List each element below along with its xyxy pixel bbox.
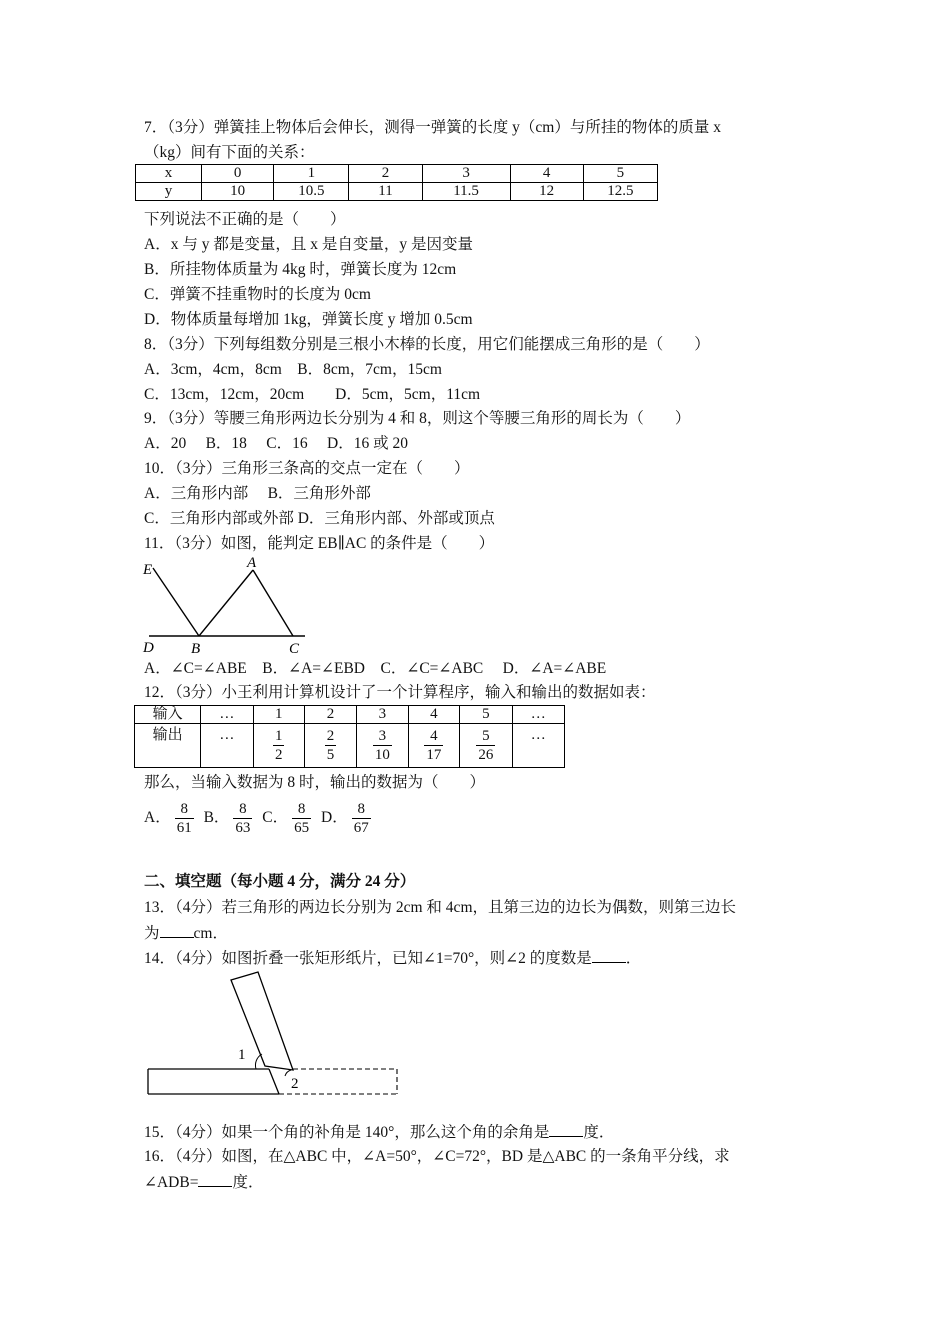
q11-segment-eb [153,568,199,636]
q12-table-row-output [135,724,565,768]
q16-stem-line2 [144,1172,263,1193]
q12-cell: 4 [408,706,459,724]
q11-label-a: A [247,555,257,571]
q13-line2-pre: 为 [144,925,160,942]
q12-cell: 3 [357,706,408,724]
q12-cell: 1 [253,706,304,724]
fraction-denominator: 61 [176,819,192,836]
q15-stem-pre: 15．（4分）如果一个角的补角是 140°，那么这个角的余角是 [144,1124,550,1141]
q7-cell: x [136,165,202,183]
q12-fraction-cell [357,724,408,768]
fraction-numerator: 8 [352,800,371,819]
q7-table [135,164,658,201]
fraction-denominator: 67 [353,819,369,836]
q12-fraction-cell [253,724,304,768]
q12-option-a-letter: A． [144,809,171,826]
q12-option-b-fraction [233,800,252,837]
q11-segment-ba [199,570,253,636]
q12-option-d-fraction [352,800,371,837]
q8-options-line1: A．3cm，4cm，8cm B．8cm，7cm，15cm [144,361,442,378]
q11-options: A．∠C=∠ABE B．∠A=∠EBD C．∠C=∠ABC D．∠A=∠ABE [144,660,607,677]
fraction-numerator: 1 [274,728,283,744]
fraction-denominator: 10 [374,747,390,763]
section2-title: 二、填空题（每小题 4 分，满分 24 分） [144,873,416,890]
q9-stem: 9．（3分）等腰三角形两边长分别为 4 和 8，则这个等腰三角形的周长为（ ） [144,410,691,427]
q14-fold-crease [269,1069,279,1094]
q12-options [144,799,377,839]
q14-angle2-label: 2 [291,1076,299,1092]
q12-fraction-cell [304,724,356,768]
q12-prompt: 那么，当输入数据为 8 时，输出的数据为（ ） [144,774,486,791]
fraction-denominator: 65 [294,819,310,836]
q9-options: A．20 B．18 C．16 D．16 或 20 [144,435,408,452]
q12-fraction [424,727,443,764]
q12-cell-ellipsis: … [201,724,253,768]
q15-stem-post: 度． [583,1124,615,1141]
q10-options-line1: A．三角形内部 B．三角形外部 [144,485,371,502]
q7-cell: 12 [510,183,583,201]
q10-options-line2: C．三角形内部或外部 D．三角形内部、外部或顶点 [144,510,495,527]
q7-cell: 2 [349,165,422,183]
q11-stem: 11．（3分）如图，能判定 EB∥AC 的条件是（ ） [144,535,495,552]
q7-cell: 10 [202,183,274,201]
fraction-denominator: 26 [478,747,494,763]
q7-cell: 4 [510,165,583,183]
fraction-denominator: 5 [326,747,335,763]
q14-stem-post: ． [625,950,642,967]
q13-answer-blank[interactable] [160,923,194,938]
fraction-numerator: 3 [373,727,392,746]
fraction-numerator: 2 [326,728,335,744]
q12-cell-ellipsis: … [512,724,564,768]
fraction-denominator: 17 [426,747,442,763]
q12-cell-ellipsis: … [512,706,564,724]
fraction-numerator: 5 [476,727,495,746]
q12-option-d-letter: D． [321,809,348,826]
q7-stem-line2: （kg）间有下面的关系： [144,144,315,161]
q12-table-row-input [135,706,565,724]
q11-label-e: E [143,562,153,578]
q11-segment-ac [253,570,293,636]
q12-fraction-cell [408,724,459,768]
q7-option-b: B．所挂物体质量为 4kg 时，弹簧长度为 12cm [144,261,457,278]
q12-fraction-cell [460,724,512,768]
q13-line2-post: cm． [193,925,228,942]
q14-answer-blank[interactable] [592,948,626,963]
q12-cell-ellipsis: … [201,706,253,724]
q12-table [134,705,565,768]
q16-line2-post: 度． [232,1174,264,1191]
q7-table-row-x [136,165,658,183]
q14-figure [145,970,405,1100]
q8-stem: 8．（3分）下列每组数分别是三根小木棒的长度，用它们能摆成三角形的是（ ） [144,336,710,353]
q12-fraction [373,727,392,764]
q7-stem-line1: 7．（3分）弹簧挂上物体后会伸长，测得一弹簧的长度 y（cm）与所挂的物体的质量 x [144,119,721,136]
q7-option-a: A．x 与 y 都是变量，且 x 是自变量，y 是因变量 [144,236,473,253]
q7-cell: 5 [583,165,657,183]
q12-cell: 5 [460,706,512,724]
q7-cell: y [136,183,202,201]
fraction-denominator: 2 [274,747,283,763]
q10-stem: 10．（3分）三角形三条高的交点一定在（ ） [144,460,470,477]
q8-options-line2: C．13cm，12cm，20cm D．5cm，5cm，11cm [144,386,481,403]
q12-fraction [273,727,285,764]
q12-cell: 2 [304,706,356,724]
q16-line2-pre: ∠ADB= [144,1174,199,1191]
fraction-numerator: 4 [424,727,443,746]
q12-input-label: 输入 [135,706,201,724]
q12-option-b-letter: B． [203,809,230,826]
q16-answer-blank[interactable] [198,1172,232,1187]
q7-cell: 10.5 [274,183,349,201]
q7-prompt: 下列说法不正确的是（ ） [144,211,346,228]
fraction-numerator: 8 [233,800,252,819]
q12-option-c-letter: C． [262,809,289,826]
q12-option-c-fraction [292,800,311,837]
q7-cell: 3 [422,165,510,183]
q7-option-c: C．弹簧不挂重物时的长度为 0cm [144,286,371,303]
q7-cell: 12.5 [583,183,657,201]
fraction-numerator: 8 [175,800,194,819]
fraction-denominator: 63 [235,819,251,836]
q12-stem: 12．（3分）小王利用计算机设计了一个计算程序，输入和输出的数据如表： [144,684,656,701]
q14-stem-pre: 14．（4分）如图折叠一张矩形纸片，已知∠1=70°，则∠2 的度数是 [144,950,592,967]
q7-cell: 11.5 [422,183,510,201]
q12-fraction [325,727,337,764]
q14-angle1-label: 1 [238,1047,246,1063]
q16-stem-line1: 16．（4分）如图，在△ABC 中，∠A=50°，∠C=72°，BD 是△ABC 的一条角平分线，求 [144,1148,730,1165]
q7-table-row-y [136,183,658,201]
q11-label-b: B [191,641,201,656]
q12-output-label: 输出 [135,724,201,768]
q7-option-d: D．物体质量每增加 1kg，弹簧长度 y 增加 0.5cm [144,311,473,328]
q11-label-d: D [143,640,154,656]
q12-option-a-fraction [175,800,194,837]
q7-cell: 0 [202,165,274,183]
q12-fraction [476,727,495,764]
q7-cell: 1 [274,165,349,183]
fraction-numerator: 8 [292,800,311,819]
q15-answer-blank[interactable] [549,1122,583,1137]
q15-stem [144,1122,614,1143]
q13-stem-line2 [144,923,228,944]
q11-label-c: C [289,641,300,656]
q14-stem [144,948,641,969]
q7-cell: 11 [349,183,422,201]
q13-stem-line1: 13．（4分）若三角形的两边长分别为 2cm 和 4cm，且第三边的边长为偶数，则第三边长 [144,899,736,916]
q11-figure [135,554,310,656]
